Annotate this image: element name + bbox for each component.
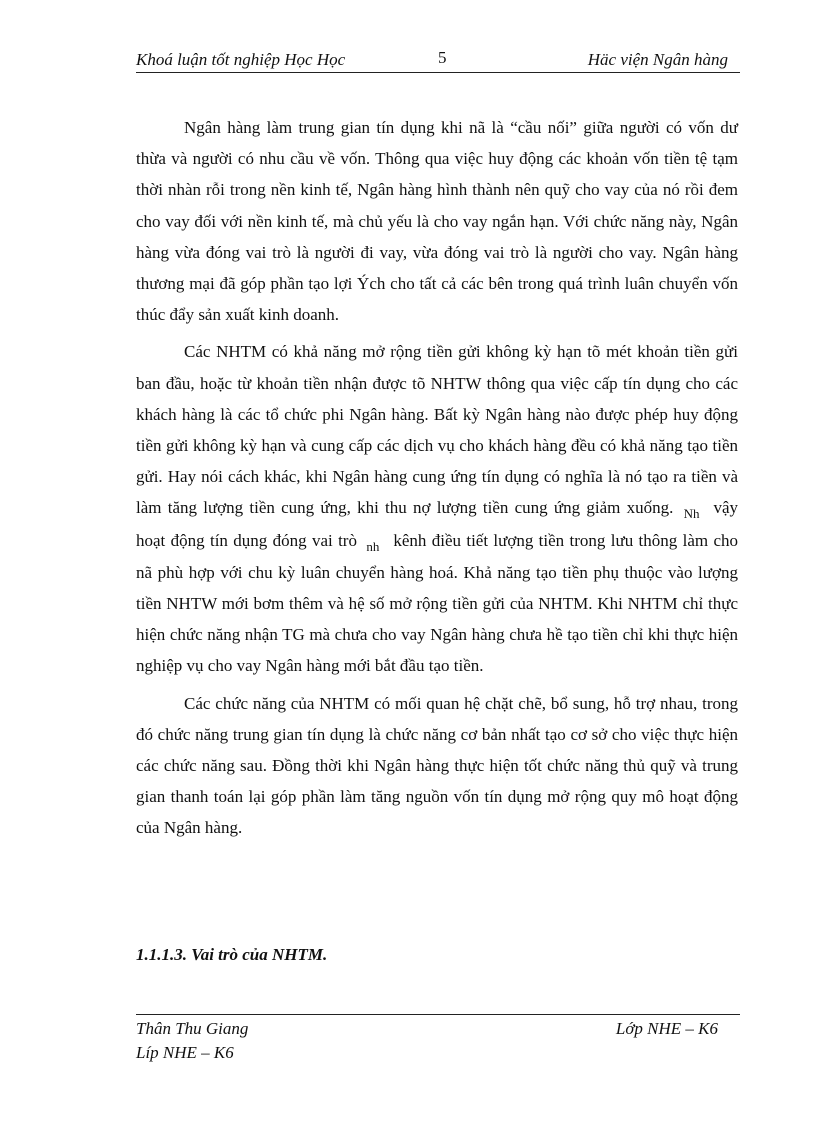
header-divider <box>136 72 740 73</box>
header-institution: Häc viện Ngân hàng <box>587 50 728 69</box>
paragraph-text: vậy hoạt động tín dụng đóng vai trò <box>136 498 738 550</box>
footer-class-left: Líp NHE – K6 <box>136 1043 234 1062</box>
paragraph-fragment: Nh <box>683 506 700 522</box>
paragraph-deposit-creation <box>136 336 738 681</box>
footer-author: Thân Thu Giang <box>136 1019 249 1038</box>
paragraph-text: Các NHTM có khả năng mở rộng tiền gửi không kỳ hạn tõ mét khoản tiền gửi ban đầu, hoặc từ khoản tiền nhận được tõ NHTW thông qua việc cấp tín dụng cho các khách hàng là các tổ chức phi Ngân hàng. Bất kỳ Ngân hàng nào được phép huy động tiền gửi không kỳ hạn và cung cấp các dịch vụ cho khách hàng đều có khả năng tạo tiền gửi. Hay nói cách khác, khi Ngân hàng cung ứng tín dụng có nghĩa là nó tạo ra tiền và làm tăng lượng tiền cung ứng, khi thu nợ lượng tiền cung ứng giảm xuống. <box>136 342 738 518</box>
footer-class-right: Lớp NHE – K6 <box>615 1019 718 1038</box>
section-heading: 1.1.1.3. Vai trò của NHTM. <box>136 945 328 964</box>
paragraph-text: kênh điều tiết lượng tiền trong lưu thông làm cho nã phù hợp với chu kỳ luân chuyển hàng hoá. Khả năng tạo tiền phụ thuộc vào lượng tiền NHTW mới bơm thêm và hệ số mở rộng tiền gửi của NHTM. Khi NHTM chỉ thực hiện chức năng nhận TG mà chưa cho vay Ngân hàng chưa hề tạo tiền chỉ khi thực hiện nghiệp vụ cho vay Ngân hàng mới bắt đầu tạo tiền. <box>136 530 739 676</box>
paragraph-credit-intermediary: Ngân hàng làm trung gian tín dụng khi nã là “cầu nối” giữa người có vốn dư thừa và người có nhu cầu về vốn. Thông qua việc huy động các khoản vốn tiền tệ tạm thời nhàn rỗi trong nền kinh tế, Ngân hàng hình thành nên quỹ cho vay của nó rồi đem cho vay đối với nền kinh tế, mà chủ yếu là cho vay ngắn hạn. Với chức năng này, Ngân hàng vừa đóng vai trò là người đi vay, vừa đóng vai trò là người cho vay. Ngân hàng thương mại đã góp phần tạo lợi Ých cho tất cả các bên trong quá trình luân chuyển vốn thúc đẩy sản xuất kinh doanh. <box>136 118 738 325</box>
document-body <box>136 112 738 850</box>
paragraph-fragment: nh <box>366 538 380 554</box>
footer-divider <box>136 1014 740 1015</box>
page-header <box>136 50 740 74</box>
header-thesis-title: Khoá luận tốt nghiệp Học Học <box>136 50 346 69</box>
paragraph-functions-relationship: Các chức năng của NHTM có mối quan hệ chặt chẽ, bổ sung, hỗ trợ nhau, trong đó chức năng trung gian tín dụng là chức năng cơ bản nhất tạo cơ sở cho việc thực hiện các chức năng sau. Đồng thời khi Ngân hàng thực hiện tốt chức năng thủ quỹ và trung gian thanh toán lại góp phần làm tăng nguồn vốn tín dụng mở rộng quy mô hoạt động của Ngân hàng. <box>136 693 738 838</box>
page-number: 5 <box>438 48 447 67</box>
